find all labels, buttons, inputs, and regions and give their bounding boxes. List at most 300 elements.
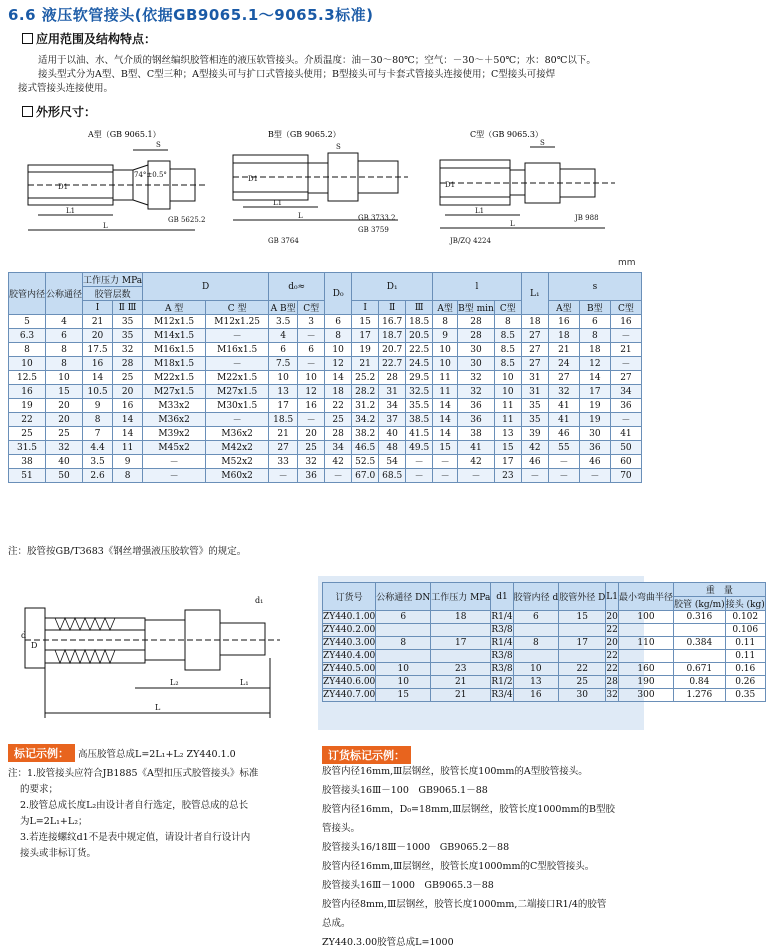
table-cell: 8: [9, 343, 46, 357]
table-cell: ZY440.3.00: [323, 638, 376, 648]
table-cell: －: [610, 357, 641, 371]
table-cell: 34: [379, 399, 406, 413]
label-d1: d₁: [255, 596, 264, 605]
table-cell: 30: [579, 427, 610, 441]
col-layer1: Ⅰ: [83, 301, 113, 315]
mark-example-row: [8, 744, 236, 762]
table-cell: [674, 624, 726, 637]
table-cell: 32: [298, 455, 325, 469]
table-cell: 21: [83, 315, 113, 329]
table-cell: －: [406, 455, 433, 469]
table-cell: [559, 624, 606, 637]
table-cell: 10: [494, 371, 521, 385]
col-layers: 胶管层数: [83, 287, 143, 301]
table-cell: M18x1.5: [143, 357, 206, 371]
table-row: [323, 650, 766, 663]
table-cell: 0.11: [725, 637, 765, 650]
table-cell: 3.5: [83, 455, 113, 469]
col-d0-C: C型: [298, 301, 325, 315]
table-cell: 6: [376, 611, 431, 624]
table-cell: 18: [548, 329, 579, 343]
table-cell: 4: [269, 329, 298, 343]
table-cell: 35.5: [406, 399, 433, 413]
table-cell: 50: [46, 469, 83, 483]
table-row: [9, 413, 642, 427]
table-cell: 41: [548, 413, 579, 427]
table-cell: －: [433, 469, 458, 483]
table-row: [9, 385, 642, 399]
order-example-lines: [322, 762, 644, 952]
table-cell: 18: [521, 315, 548, 329]
table-cell: 20: [46, 399, 83, 413]
table-cell: 35: [113, 329, 143, 343]
table-cell: 24: [548, 357, 579, 371]
section-application-heading: 应用范围及结构特点：: [22, 30, 156, 47]
table-cell: 20: [46, 413, 83, 427]
table-cell: 49.5: [406, 441, 433, 455]
table-cell: [619, 624, 674, 637]
dimensions-table: [8, 272, 642, 483]
table-row: [9, 399, 642, 413]
table-cell: 23: [494, 469, 521, 483]
table-cell: 25: [113, 371, 143, 385]
table-cell: 14: [433, 427, 458, 441]
label-angle: 74°±0.5°: [134, 171, 167, 179]
table-cell: －: [206, 357, 269, 371]
table-cell: 31.5: [9, 441, 46, 455]
table-cell: 20.5: [406, 329, 433, 343]
note-line: 3.若连接螺纹d1不是表中规定值，请设计者自行设计内: [20, 832, 251, 843]
table-cell: 9: [433, 329, 458, 343]
label-l: L: [103, 222, 108, 230]
table-cell: 46: [548, 427, 579, 441]
table-cell: －: [579, 469, 610, 483]
order-line: 胶管内径16mm,Ⅲ层钢丝，胶管长度100mm的A型胶管接头。: [322, 766, 588, 777]
col-d1: d1: [491, 583, 513, 611]
table-cell: [376, 650, 431, 663]
order-line: 胶管接头16/18Ⅲ－1000 GB9065.2－88: [322, 842, 510, 853]
table-cell: 3.5: [269, 315, 298, 329]
table-cell: 10: [9, 357, 46, 371]
table-cell: R3/8: [491, 651, 513, 661]
mark-example-tag: 标记示例：: [8, 744, 75, 762]
table-cell: M22x1.5: [143, 371, 206, 385]
table-cell: 21: [352, 357, 379, 371]
table-cell: 6: [579, 315, 610, 329]
table-cell: 28: [606, 677, 618, 687]
table-cell: 40: [46, 455, 83, 469]
table-cell: 38: [458, 427, 495, 441]
table-cell: 6: [325, 315, 352, 329]
table-cell: 15: [559, 611, 606, 624]
table-cell: 32: [548, 385, 579, 399]
table-cell: 38.5: [406, 413, 433, 427]
table-cell: [376, 624, 431, 637]
table-cell: 20: [606, 612, 618, 622]
page-title: 6.6 液压软管接头(依据GB9065.1～9065.3标准): [8, 6, 374, 24]
application-text: [18, 54, 648, 96]
table-cell: 0.16: [725, 663, 765, 676]
table-cell: 10: [376, 676, 431, 689]
table-cell: 20: [83, 329, 113, 343]
col-w-joint: 接头 (kg): [725, 597, 765, 611]
table-row: [323, 637, 766, 650]
table-cell: 11: [433, 371, 458, 385]
table-cell: M52x2: [206, 455, 269, 469]
label-s: S: [156, 141, 161, 149]
table-cell: 16.7: [379, 315, 406, 329]
table-cell: 22: [9, 413, 46, 427]
table-cell: ZY440.5.00: [323, 664, 376, 674]
label-gb3764: GB 3764: [268, 237, 299, 245]
table-cell: 14: [83, 371, 113, 385]
table-cell: 28: [325, 427, 352, 441]
table-cell: 21: [431, 676, 491, 689]
table-cell: 9: [83, 399, 113, 413]
label-gb3759: GB 3759: [358, 226, 389, 234]
table-cell: 10.5: [83, 385, 113, 399]
note-line: 注：1.胶管接头应符合JB1885《A型扣压式胶管接头》标准: [8, 768, 259, 779]
table-cell: 21: [610, 343, 641, 357]
table-cell: 10: [433, 357, 458, 371]
table-cell: 0.35: [725, 689, 765, 702]
table-cell: 28: [379, 371, 406, 385]
table-cell: 28: [458, 315, 495, 329]
table-cell: 15: [46, 385, 83, 399]
label-L2: L₂: [170, 678, 179, 687]
table-cell: 19: [9, 399, 46, 413]
col-weight: 重 量: [674, 583, 766, 597]
table-cell: 70: [610, 469, 641, 483]
table-cell: 36: [298, 469, 325, 483]
col-hose-id: 胶管内径: [9, 273, 46, 315]
note-line: 2.胶管总成长度L₂由设计者自行选定，胶管总成的总长: [20, 800, 249, 811]
col-d0: d₀≈: [269, 273, 325, 301]
table-cell: 41: [610, 427, 641, 441]
table-cell: 110: [619, 637, 674, 650]
table-cell: 8: [376, 637, 431, 650]
table-row: [9, 315, 642, 329]
table-cell: [431, 624, 491, 637]
table-row: [323, 611, 766, 624]
table-cell: R3/4: [491, 690, 513, 700]
label-L1: L₁: [240, 678, 249, 687]
table-cell: －: [298, 329, 325, 343]
table-cell: 51: [9, 469, 46, 483]
col-s: s: [548, 273, 641, 301]
table-cell: 40: [379, 427, 406, 441]
table-row: [323, 689, 766, 702]
table-cell: 22.5: [406, 343, 433, 357]
table-cell: 20: [606, 638, 618, 648]
label-s: S: [540, 139, 545, 147]
table-cell: 4.4: [83, 441, 113, 455]
application-line: 适用于以油、水、气介质的钢丝编织胶管相连的液压软管接头。介质温度：油－30～80℃；空气：－30～＋50℃；水：80℃以下。: [38, 55, 596, 66]
table-cell: M36x2: [206, 427, 269, 441]
col-hose-id: 胶管内径 d: [513, 583, 559, 611]
table-cell: M60x2: [206, 469, 269, 483]
table-cell: 25: [46, 427, 83, 441]
table-cell: 27: [610, 371, 641, 385]
table-cell: 28: [113, 357, 143, 371]
table-cell: 36: [579, 441, 610, 455]
table-cell: 11: [113, 441, 143, 455]
table-cell: 39: [521, 427, 548, 441]
table-cell: －: [269, 469, 298, 483]
mark-example-text: 高压胶管总成L=2L₁+L₂ ZY440.1.0: [78, 749, 236, 760]
table-cell: －: [610, 413, 641, 427]
table-cell: 42: [521, 441, 548, 455]
col-D1-1: Ⅰ: [352, 301, 379, 315]
table-cell: [513, 650, 559, 663]
diagram-type-b: [228, 125, 418, 250]
order-example-tag-row: [322, 744, 411, 764]
table-cell: 35: [521, 413, 548, 427]
table-cell: 25: [559, 676, 606, 689]
label-d1: D1: [445, 181, 456, 189]
table-cell: 8: [46, 343, 83, 357]
col-l-A: A型: [433, 301, 458, 315]
table-cell: 6: [513, 611, 559, 624]
col-L1: L1: [606, 583, 619, 611]
label-l: L: [298, 212, 303, 220]
table-row: [323, 624, 766, 637]
table-cell: －: [458, 469, 495, 483]
table-cell: M45x2: [143, 441, 206, 455]
table-cell: M22x1.5: [206, 371, 269, 385]
table-cell: 35: [113, 315, 143, 329]
col-D1-2: Ⅱ: [379, 301, 406, 315]
table-cell: M14x1.5: [143, 329, 206, 343]
table-cell: 19: [352, 343, 379, 357]
table-cell: ZY440.7.00: [323, 690, 376, 700]
table-cell: 37: [379, 413, 406, 427]
label-gb5625: GB 5625.2: [168, 216, 206, 224]
label-jb988: JB 988: [575, 214, 599, 222]
table-cell: 17: [431, 637, 491, 650]
table-cell: R3/8: [491, 664, 513, 674]
col-s-C: C型: [610, 301, 641, 315]
table-cell: －: [610, 329, 641, 343]
order-table: [322, 582, 766, 702]
table-cell: 16: [610, 315, 641, 329]
hose-assembly-diagram: [15, 588, 290, 733]
table-row: [9, 343, 642, 357]
table-cell: M12x1.25: [206, 315, 269, 329]
table-cell: R1/2: [491, 677, 513, 687]
table-cell: M12x1.5: [143, 315, 206, 329]
table-cell: 16: [83, 357, 113, 371]
table-row: [9, 441, 642, 455]
col-radius: 最小弯曲半径: [619, 583, 674, 611]
table-cell: 28.2: [352, 385, 379, 399]
table-cell: 14: [113, 413, 143, 427]
table-cell: －: [143, 469, 206, 483]
label-jbzq4224: JB/ZQ 4224: [450, 237, 491, 245]
table-cell: 34.2: [352, 413, 379, 427]
table-cell: 15: [352, 315, 379, 329]
table-cell: 10: [46, 371, 83, 385]
table-cell: 14: [325, 371, 352, 385]
table-cell: 0.84: [674, 676, 726, 689]
label-s: S: [336, 143, 341, 151]
table-cell: 36: [458, 399, 495, 413]
table-cell: 16: [9, 385, 46, 399]
table-cell: 22: [559, 663, 606, 676]
label-l1: L1: [273, 199, 283, 207]
table-cell: 14: [113, 427, 143, 441]
table-cell: 22.7: [379, 357, 406, 371]
table-cell: R3/8: [491, 625, 513, 635]
table-cell: 7: [83, 427, 113, 441]
table-cell: 30: [458, 357, 495, 371]
table-cell: 42: [458, 455, 495, 469]
table-row: [9, 357, 642, 371]
order-line: ZY440.3.00胶管总成L=1000: [322, 937, 454, 948]
table-cell: －: [548, 455, 579, 469]
col-code: 订货号: [323, 583, 376, 611]
table-cell: M39x2: [143, 427, 206, 441]
table-cell: 9: [113, 455, 143, 469]
table-cell: 12.5: [9, 371, 46, 385]
table-cell: 15: [433, 441, 458, 455]
table-cell: 10: [513, 663, 559, 676]
table-row: [9, 455, 642, 469]
table-cell: 19: [579, 413, 610, 427]
table-cell: 17: [579, 385, 610, 399]
table-cell: －: [206, 413, 269, 427]
col-d0-AB: A B型: [269, 301, 298, 315]
table-cell: 17.5: [83, 343, 113, 357]
col-s-A: A型: [548, 301, 579, 315]
diagram-a-caption: A型（GB 9065.1）: [88, 130, 161, 139]
table-row: [323, 663, 766, 676]
table-cell: －: [433, 455, 458, 469]
table-cell: 27: [269, 441, 298, 455]
col-w-hose: 胶管 (kg/m): [674, 597, 726, 611]
table-cell: 10: [298, 371, 325, 385]
col-D0: D₀: [325, 273, 352, 315]
table-cell: 16: [298, 399, 325, 413]
table-cell: 36: [458, 413, 495, 427]
table-cell: 20: [113, 385, 143, 399]
table-cell: 31.2: [352, 399, 379, 413]
table-cell: 8: [113, 469, 143, 483]
table-cell: －: [325, 469, 352, 483]
application-line: 接式管接头连接使用。: [18, 83, 114, 94]
order-line: 管接头。: [322, 823, 361, 834]
label-d1: D1: [58, 183, 69, 191]
table-cell: 12: [325, 357, 352, 371]
table-cell: 27: [521, 329, 548, 343]
table-cell: 21: [269, 427, 298, 441]
table-cell: 29.5: [406, 371, 433, 385]
table-cell: 32: [606, 690, 618, 700]
table-cell: 11: [494, 413, 521, 427]
table-cell: 67.0: [352, 469, 379, 483]
col-D-C: C 型: [206, 301, 269, 315]
table-cell: 13: [269, 385, 298, 399]
col-pressure: 工作压力 MPa: [431, 583, 491, 611]
col-layer23: Ⅱ Ⅲ: [113, 301, 143, 315]
col-D: D: [143, 273, 269, 301]
label-l: L: [510, 220, 515, 228]
table-cell: 15: [494, 441, 521, 455]
col-l-C: C型: [494, 301, 521, 315]
table-cell: 17: [559, 637, 606, 650]
col-D1: D₁: [352, 273, 433, 301]
table-cell: 12: [298, 385, 325, 399]
col-s-B: B型: [579, 301, 610, 315]
table-cell: 8: [83, 413, 113, 427]
table-row: [323, 676, 766, 689]
table-cell: 18.7: [379, 329, 406, 343]
table-cell: 34: [610, 385, 641, 399]
table-cell: 0.11: [725, 650, 765, 663]
table-cell: 0.102: [725, 611, 765, 624]
table-cell: 16: [548, 315, 579, 329]
table-cell: 0.671: [674, 663, 726, 676]
table-cell: 160: [619, 663, 674, 676]
table-cell: 8.5: [494, 357, 521, 371]
table-cell: [559, 650, 606, 663]
table-cell: [619, 650, 674, 663]
table-cell: M33x2: [143, 399, 206, 413]
unit-label: mm: [618, 258, 636, 268]
table-cell: 8: [433, 315, 458, 329]
order-line: 总成。: [322, 918, 351, 929]
table-cell: 17: [494, 455, 521, 469]
note-line: 接头或非标订货。: [20, 848, 97, 859]
table-cell: 8: [325, 329, 352, 343]
table-cell: ZY440.1.00: [323, 612, 376, 622]
table-cell: 68.5: [379, 469, 406, 483]
table-cell: 6.3: [9, 329, 46, 343]
table-cell: 0.26: [725, 676, 765, 689]
table-cell: 10: [325, 343, 352, 357]
table-cell: 8: [494, 315, 521, 329]
table-cell: 32.5: [406, 385, 433, 399]
table-cell: 12: [579, 357, 610, 371]
table-cell: 27: [521, 357, 548, 371]
table-cell: M16x1.5: [143, 343, 206, 357]
table-cell: 35: [521, 399, 548, 413]
table-cell: 21: [548, 343, 579, 357]
table-cell: 100: [619, 611, 674, 624]
mark-notes: [8, 766, 306, 862]
table-cell: 46: [579, 455, 610, 469]
table-cell: 18: [579, 343, 610, 357]
table-cell: 46: [521, 455, 548, 469]
table-cell: 18.5: [269, 413, 298, 427]
table-cell: 55: [548, 441, 579, 455]
table-cell: 11: [433, 385, 458, 399]
table-cell: 38.2: [352, 427, 379, 441]
table-cell: 13: [494, 427, 521, 441]
order-line: 胶管内径16mm,Ⅲ层钢丝，胶管长度1000mm的C型胶管接头。: [322, 861, 595, 872]
table-cell: 8.5: [494, 343, 521, 357]
table-cell: 6: [46, 329, 83, 343]
table-cell: 27: [548, 371, 579, 385]
table-cell: 32: [113, 343, 143, 357]
table-cell: 54: [379, 455, 406, 469]
table-cell: 25.2: [352, 371, 379, 385]
col-D1-3: Ⅲ: [406, 301, 433, 315]
table-cell: [513, 624, 559, 637]
table-cell: 21: [431, 689, 491, 702]
col-dn: 公称通径 DN: [376, 583, 431, 611]
table-cell: 6: [269, 343, 298, 357]
